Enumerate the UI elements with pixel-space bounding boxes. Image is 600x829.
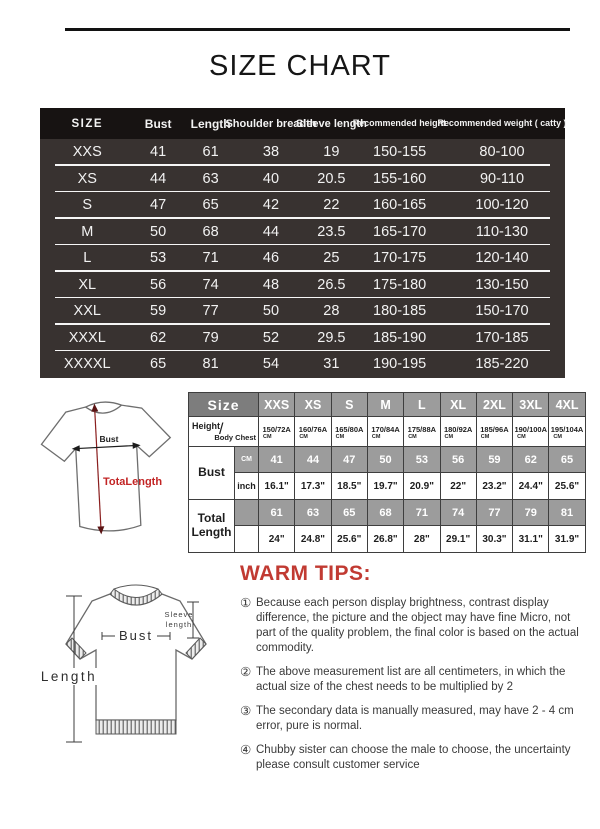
size-table-cell: XXL bbox=[73, 303, 101, 320]
total-length-cm-cell: 61 bbox=[259, 500, 295, 526]
size-table-cell: XXXXL bbox=[63, 356, 111, 373]
bust-inch-cell: 17.3" bbox=[295, 473, 331, 500]
height-chest-cell bbox=[295, 417, 331, 447]
height-chest-value: 190/100A bbox=[514, 425, 547, 434]
warm-tip-item bbox=[240, 596, 590, 656]
size-table-cell: 77 bbox=[202, 303, 219, 320]
size-table-cell: 42 bbox=[262, 197, 280, 214]
size-table-col-header: Bust bbox=[144, 116, 172, 131]
bust-inch-cell: 19.7" bbox=[367, 473, 403, 500]
size-table-cell: 48 bbox=[262, 276, 280, 293]
size-table-cell: L bbox=[83, 250, 92, 267]
diagram-front-length-label: TotaLength bbox=[103, 476, 163, 488]
total-length-arrow bbox=[91, 403, 105, 534]
size-table-cell: S bbox=[82, 197, 93, 214]
size-table-cell: 100-120 bbox=[475, 197, 529, 214]
warm-tip-number: ② bbox=[240, 665, 252, 679]
height-chest-cell bbox=[513, 417, 549, 447]
size-table-row bbox=[40, 351, 565, 378]
size-table-row bbox=[40, 325, 565, 352]
bust-cm-cell: 41 bbox=[259, 447, 295, 473]
size-table-body bbox=[40, 139, 565, 378]
size-table-cell: 61 bbox=[202, 144, 219, 161]
measure-size-header: Size bbox=[189, 393, 259, 417]
total-length-cm-cell: 79 bbox=[513, 500, 549, 526]
height-chest-unit: CM bbox=[408, 434, 417, 440]
diagram-front-bust-label: Bust bbox=[99, 434, 119, 444]
bust-inch-cell: 20.9" bbox=[404, 473, 440, 500]
diagram-measure-sleeve-label-1: Sleeve bbox=[164, 610, 194, 619]
size-table-cell: 185-220 bbox=[475, 356, 529, 373]
total-length-inch-cell: 24.8" bbox=[295, 526, 331, 553]
height-chest-cell bbox=[367, 417, 403, 447]
total-length-cm-cell: 71 bbox=[404, 500, 440, 526]
height-chest-cell bbox=[259, 417, 295, 447]
bust-cm-cell: 62 bbox=[513, 447, 549, 473]
bust-inch-cell: 23.2" bbox=[476, 473, 512, 500]
height-chest-value: 180/92A bbox=[443, 425, 473, 434]
size-table-cell: 25 bbox=[323, 250, 340, 267]
size-table-cell: 56 bbox=[150, 276, 167, 293]
size-table-cell: 54 bbox=[262, 356, 280, 373]
height-chest-cell bbox=[331, 417, 367, 447]
total-length-cm-cell: 63 bbox=[295, 500, 331, 526]
bust-cm-cell: 65 bbox=[549, 447, 585, 473]
height-chest-unit: CM bbox=[335, 434, 345, 440]
size-table-header-row bbox=[40, 108, 565, 139]
height-chest-unit: CM bbox=[517, 434, 526, 440]
size-table-cell: 180-185 bbox=[373, 303, 427, 320]
measure-size-col-header: 3XL bbox=[513, 393, 549, 417]
bust-inch-cell: 25.6" bbox=[549, 473, 585, 500]
height-chest-unit: CM bbox=[480, 434, 490, 440]
warm-tips-title: WARM TIPS: bbox=[240, 562, 371, 585]
total-length-inch-unit bbox=[235, 526, 259, 553]
size-table-cell: 185-190 bbox=[373, 329, 427, 346]
size-table-cell: 44 bbox=[262, 223, 280, 240]
total-length-cm-cell: 65 bbox=[331, 500, 367, 526]
warm-tip-number: ④ bbox=[240, 743, 252, 757]
warm-tip-number: ① bbox=[240, 596, 252, 610]
height-chest-value: 160/76A bbox=[298, 425, 328, 434]
size-table-cell: XXS bbox=[72, 144, 102, 161]
tshirt-outline bbox=[39, 399, 175, 535]
size-table bbox=[40, 108, 565, 378]
size-table-row bbox=[40, 139, 565, 166]
size-table-row bbox=[40, 272, 565, 299]
measure-size-col-header: L bbox=[404, 393, 440, 417]
total-length-inch-cell: 24" bbox=[259, 526, 295, 553]
size-table-cell: 47 bbox=[150, 197, 167, 214]
size-table-cell: 62 bbox=[150, 329, 167, 346]
size-table-cell: 80-100 bbox=[479, 144, 525, 161]
bust-cm-cell: 53 bbox=[404, 447, 440, 473]
measurement-table-row bbox=[189, 417, 586, 447]
size-table-cell: 38 bbox=[262, 144, 280, 161]
height-chest-cell bbox=[549, 417, 585, 447]
warm-tip-text: The above measurement list are all centimeters, in which the actual size of the chest needs to be multiplied by 2 bbox=[256, 666, 566, 693]
size-table-col-header: Recommended weight ( catty ) bbox=[437, 118, 567, 129]
size-table-cell: 46 bbox=[262, 250, 280, 267]
size-table-cell: 170-175 bbox=[373, 250, 427, 267]
size-table-cell: 50 bbox=[150, 223, 167, 240]
size-table-cell: XS bbox=[77, 170, 97, 187]
size-table-cell: 175-180 bbox=[373, 276, 427, 293]
warm-tip-item bbox=[240, 743, 590, 773]
bust-cm-cell: 44 bbox=[295, 447, 331, 473]
total-length-inch-cell: 29.1" bbox=[440, 526, 476, 553]
size-table-col-header: Sleeve length bbox=[295, 117, 367, 130]
tshirt-diagram-measure bbox=[22, 572, 237, 767]
size-table-cell: 68 bbox=[202, 223, 219, 240]
size-table-row bbox=[40, 298, 565, 325]
size-table-cell: 65 bbox=[150, 356, 167, 373]
total-length-cm-cell: 74 bbox=[440, 500, 476, 526]
total-length-inch-cell: 28" bbox=[404, 526, 440, 553]
warm-tip-text: The secondary data is manually measured, may have 2 - 4 cm error, pure is normal. bbox=[256, 705, 574, 732]
bust-cm-cell: 59 bbox=[476, 447, 512, 473]
warm-tips-section bbox=[240, 562, 590, 782]
bust-inch-cell: 18.5" bbox=[331, 473, 367, 500]
bust-inch-cell: 22" bbox=[440, 473, 476, 500]
size-table-col-header: Length bbox=[190, 116, 231, 131]
size-table-cell: XXXL bbox=[68, 329, 106, 346]
size-table-cell: 150-155 bbox=[373, 144, 427, 161]
size-table-cell: 110-130 bbox=[475, 223, 529, 240]
height-chest-value: 150/72A bbox=[262, 425, 291, 434]
size-table-row bbox=[40, 245, 565, 272]
height-label: Height bbox=[192, 421, 220, 431]
bust-cm-cell: 47 bbox=[331, 447, 367, 473]
height-chest-unit: CM bbox=[371, 434, 381, 440]
total-length-row-label: Total Length bbox=[189, 500, 235, 553]
total-length-cm-cell: 81 bbox=[549, 500, 585, 526]
measure-size-col-header: XXS bbox=[259, 393, 295, 417]
diagram-measure-sleeve-label-2: length bbox=[165, 620, 193, 629]
height-chest-cell bbox=[476, 417, 512, 447]
size-table-cell: 29.5 bbox=[317, 329, 346, 346]
size-table-cell: 79 bbox=[202, 329, 219, 346]
size-table-cell: 53 bbox=[150, 250, 167, 267]
size-table-cell: 41 bbox=[150, 144, 167, 161]
size-table-cell: 90-110 bbox=[479, 170, 525, 187]
measure-size-col-header: 4XL bbox=[549, 393, 585, 417]
total-length-inch-cell: 31.9" bbox=[549, 526, 585, 553]
warm-tip-number: ③ bbox=[240, 704, 252, 718]
diagram-measure-length-label: Length bbox=[40, 669, 98, 684]
total-length-inch-cell: 25.6" bbox=[331, 526, 367, 553]
total-length-cm-cell: 68 bbox=[367, 500, 403, 526]
size-table-cell: 65 bbox=[202, 197, 219, 214]
diagram-measure-bust-label: Bust bbox=[118, 628, 154, 643]
size-table-row bbox=[40, 219, 565, 246]
warm-tip-item bbox=[240, 704, 590, 734]
height-chest-unit: CM bbox=[444, 434, 454, 440]
size-table-cell: 59 bbox=[150, 303, 167, 320]
size-table-cell: M bbox=[81, 223, 94, 240]
page-title: SIZE CHART bbox=[209, 50, 391, 82]
inch-unit-label: inch bbox=[235, 473, 259, 500]
measurement-table-row bbox=[189, 393, 586, 417]
total-length-inch-cell: 26.8" bbox=[367, 526, 403, 553]
warm-tips-list bbox=[240, 596, 590, 773]
size-table-cell: 150-170 bbox=[475, 303, 529, 320]
total-length-inch-cell: 30.3" bbox=[476, 526, 512, 553]
size-table-cell: 22 bbox=[323, 197, 340, 214]
measure-size-col-header: XS bbox=[295, 393, 331, 417]
measurement-table-row bbox=[189, 473, 586, 500]
bust-cm-cell: 50 bbox=[367, 447, 403, 473]
height-chest-unit: CM bbox=[553, 434, 562, 440]
size-table-row bbox=[40, 192, 565, 219]
size-table-cell: 20.5 bbox=[317, 170, 346, 187]
measurement-table-row bbox=[189, 500, 586, 526]
size-table-cell: 155-160 bbox=[373, 170, 427, 187]
height-body-chest-label bbox=[189, 417, 259, 447]
size-table-cell: 170-185 bbox=[475, 329, 529, 346]
measure-size-col-header: 2XL bbox=[476, 393, 512, 417]
size-table-cell: 120-140 bbox=[475, 250, 529, 267]
warm-tip-text: Because each person display brightness, contrast display difference, the picture and the object may have fine Micro, not part of the quality problem, the final color is based on the actual commodity. bbox=[256, 597, 579, 654]
top-divider bbox=[65, 28, 570, 31]
measurement-table-row bbox=[189, 447, 586, 473]
measurement-table bbox=[188, 392, 586, 553]
total-length-cm-cell: 77 bbox=[476, 500, 512, 526]
size-table-cell: 190-195 bbox=[373, 356, 427, 373]
measure-size-col-header: XL bbox=[440, 393, 476, 417]
size-table-cell: 28 bbox=[323, 303, 340, 320]
tshirt-ribbing bbox=[66, 585, 206, 734]
size-table-cell: XL bbox=[78, 276, 97, 293]
bust-inch-cell: 24.4" bbox=[513, 473, 549, 500]
size-table-cell: 19 bbox=[323, 144, 340, 161]
height-chest-value: 170/84A bbox=[371, 425, 400, 434]
body-chest-label: Body Chest bbox=[214, 433, 257, 442]
measure-size-col-header: M bbox=[367, 393, 403, 417]
size-table-col-header: SIZE bbox=[71, 117, 104, 130]
size-table-cell: 26.5 bbox=[317, 276, 346, 293]
bust-row-label: Bust bbox=[189, 447, 235, 500]
height-chest-unit: CM bbox=[263, 434, 272, 440]
size-table-cell: 31 bbox=[323, 356, 340, 373]
size-table-cell: 23.5 bbox=[317, 223, 346, 240]
height-chest-value: 195/104A bbox=[550, 425, 584, 434]
height-chest-value: 165/80A bbox=[335, 425, 364, 434]
size-table-cell: 160-165 bbox=[373, 197, 427, 214]
height-chest-unit: CM bbox=[299, 434, 308, 440]
size-table-cell: 40 bbox=[262, 170, 280, 187]
size-table-cell: 52 bbox=[262, 329, 280, 346]
size-table-row bbox=[40, 166, 565, 193]
size-table-cell: 81 bbox=[202, 356, 219, 373]
bust-cm-cell: 56 bbox=[440, 447, 476, 473]
warm-tip-text: Chubby sister can choose the male to choose, the uncertainty please consult customer service bbox=[256, 744, 571, 771]
size-table-cell: 74 bbox=[202, 276, 219, 293]
cm-unit-label: CM bbox=[235, 447, 259, 473]
size-table-cell: 130-150 bbox=[475, 276, 529, 293]
height-chest-cell bbox=[440, 417, 476, 447]
size-table-cell: 63 bbox=[202, 170, 219, 187]
size-table-cell: 165-170 bbox=[373, 223, 427, 240]
warm-tip-item bbox=[240, 665, 590, 695]
height-chest-value: 185/96A bbox=[480, 425, 509, 434]
bust-inch-cell: 16.1" bbox=[259, 473, 295, 500]
measurement-table-row bbox=[189, 526, 586, 553]
size-table-cell: 44 bbox=[150, 170, 167, 187]
total-length-inch-cell: 31.1" bbox=[513, 526, 549, 553]
measure-size-col-header: S bbox=[331, 393, 367, 417]
height-chest-value: 175/88A bbox=[407, 425, 437, 434]
total-length-cm-unit bbox=[235, 500, 259, 526]
height-chest-slash: / bbox=[219, 421, 224, 438]
height-chest-cell bbox=[404, 417, 440, 447]
size-table-col-header: Recommended height bbox=[352, 118, 447, 129]
size-table-cell: 50 bbox=[262, 303, 280, 320]
size-table-col-header: Shoulder breadth bbox=[225, 117, 317, 130]
size-table-cell: 71 bbox=[202, 250, 219, 267]
tshirt-diagram-front bbox=[32, 392, 182, 557]
